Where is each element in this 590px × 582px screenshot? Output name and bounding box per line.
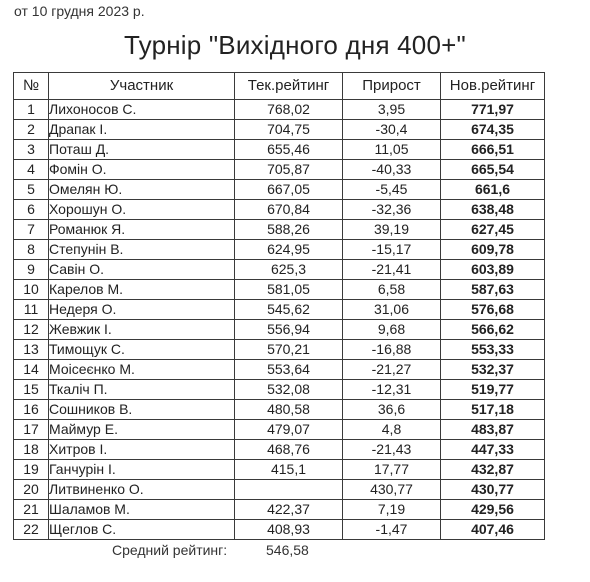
cell-current-rating: 480,58: [235, 400, 343, 420]
cell-num: 9: [14, 260, 49, 280]
cell-new-rating: 587,63: [441, 280, 545, 300]
cell-participant: Сошников В.: [49, 400, 235, 420]
cell-new-rating: 483,87: [441, 420, 545, 440]
cell-participant: Маймур Е.: [49, 420, 235, 440]
cell-participant: Поташ Д.: [49, 140, 235, 160]
table-row: [14, 500, 545, 520]
column-header-new-rating: Нов.рейтинг: [441, 73, 545, 100]
column-header-num: №: [14, 73, 49, 100]
table-row: [14, 360, 545, 380]
cell-participant: Хорошун О.: [49, 200, 235, 220]
cell-participant: Драпак І.: [49, 120, 235, 140]
cell-participant: Литвиненко О.: [49, 480, 235, 500]
cell-new-rating: 661,6: [441, 180, 545, 200]
table-row: [14, 140, 545, 160]
cell-new-rating: 447,33: [441, 440, 545, 460]
cell-new-rating: 429,56: [441, 500, 545, 520]
cell-current-rating: 768,02: [235, 100, 343, 120]
cell-new-rating: 576,68: [441, 300, 545, 320]
cell-gain: 7,19: [343, 500, 441, 520]
column-header-gain: Прирост: [343, 73, 441, 100]
cell-new-rating: 430,77: [441, 480, 545, 500]
cell-num: 7: [14, 220, 49, 240]
cell-gain: 4,8: [343, 420, 441, 440]
cell-num: 21: [14, 500, 49, 520]
cell-num: 19: [14, 460, 49, 480]
cell-gain: -5,45: [343, 180, 441, 200]
table-row: [14, 100, 545, 120]
cell-num: 18: [14, 440, 49, 460]
cell-num: 17: [14, 420, 49, 440]
cell-new-rating: 566,62: [441, 320, 545, 340]
cell-gain: 11,05: [343, 140, 441, 160]
cell-participant: Моісеєнко М.: [49, 360, 235, 380]
cell-gain: -32,36: [343, 200, 441, 220]
cell-new-rating: 432,87: [441, 460, 545, 480]
cell-new-rating: 553,33: [441, 340, 545, 360]
cell-new-rating: 517,18: [441, 400, 545, 420]
cell-gain: -12,31: [343, 380, 441, 400]
cell-new-rating: 674,35: [441, 120, 545, 140]
cell-gain: 3,95: [343, 100, 441, 120]
cell-num: 11: [14, 300, 49, 320]
cell-new-rating: 603,89: [441, 260, 545, 280]
rating-table: [13, 72, 545, 540]
table-row: [14, 460, 545, 480]
cell-new-rating: 771,97: [441, 100, 545, 120]
cell-current-rating: 422,37: [235, 500, 343, 520]
cell-num: 6: [14, 200, 49, 220]
cell-new-rating: 638,48: [441, 200, 545, 220]
cell-participant: Недеря О.: [49, 300, 235, 320]
cell-participant: Щеглов С.: [49, 520, 235, 540]
cell-num: 2: [14, 120, 49, 140]
cell-participant: Савін О.: [49, 260, 235, 280]
cell-participant: Шаламов М.: [49, 500, 235, 520]
average-rating-label: Средний рейтинг:: [112, 542, 228, 558]
cell-current-rating: 705,87: [235, 160, 343, 180]
cell-gain: -1,47: [343, 520, 441, 540]
column-header-participant: Участник: [49, 73, 235, 100]
cell-gain: 430,77: [343, 480, 441, 500]
cell-num: 16: [14, 400, 49, 420]
cell-participant: Степунін В.: [49, 240, 235, 260]
cell-participant: Хитров І.: [49, 440, 235, 460]
cell-participant: Ганчурін І.: [49, 460, 235, 480]
cell-current-rating: 545,62: [235, 300, 343, 320]
cell-participant: Фомін О.: [49, 160, 235, 180]
cell-num: 12: [14, 320, 49, 340]
cell-num: 22: [14, 520, 49, 540]
table-row: [14, 340, 545, 360]
cell-participant: Романюк Я.: [49, 220, 235, 240]
cell-num: 1: [14, 100, 49, 120]
cell-new-rating: 519,77: [441, 380, 545, 400]
cell-gain: -30,4: [343, 120, 441, 140]
cell-participant: Жевжик І.: [49, 320, 235, 340]
cell-gain: -15,17: [343, 240, 441, 260]
cell-current-rating: 468,76: [235, 440, 343, 460]
cell-gain: -21,43: [343, 440, 441, 460]
cell-current-rating: 667,05: [235, 180, 343, 200]
cell-current-rating: [235, 480, 343, 500]
cell-num: 10: [14, 280, 49, 300]
table-row: [14, 220, 545, 240]
table-row: [14, 480, 545, 500]
cell-current-rating: 408,93: [235, 520, 343, 540]
cell-num: 8: [14, 240, 49, 260]
cell-new-rating: 627,45: [441, 220, 545, 240]
table-row: [14, 520, 545, 540]
table-row: [14, 260, 545, 280]
cell-participant: Лихоносов С.: [49, 100, 235, 120]
cell-new-rating: 532,37: [441, 360, 545, 380]
table-row: [14, 240, 545, 260]
cell-new-rating: 407,46: [441, 520, 545, 540]
table-row: [14, 300, 545, 320]
column-header-current-rating: Тек.рейтинг: [235, 73, 343, 100]
table-row: [14, 280, 545, 300]
cell-current-rating: 581,05: [235, 280, 343, 300]
table-row: [14, 440, 545, 460]
cell-gain: -40,33: [343, 160, 441, 180]
cell-gain: 6,58: [343, 280, 441, 300]
cell-current-rating: 570,21: [235, 340, 343, 360]
cell-gain: 39,19: [343, 220, 441, 240]
table-row: [14, 180, 545, 200]
cell-gain: 31,06: [343, 300, 441, 320]
cell-gain: -21,27: [343, 360, 441, 380]
cell-num: 20: [14, 480, 49, 500]
cell-gain: 17,77: [343, 460, 441, 480]
table-row: [14, 420, 545, 440]
cell-num: 13: [14, 340, 49, 360]
table-row: [14, 380, 545, 400]
cell-participant: Ткаліч П.: [49, 380, 235, 400]
cell-current-rating: 532,08: [235, 380, 343, 400]
cell-current-rating: 588,26: [235, 220, 343, 240]
cell-new-rating: 609,78: [441, 240, 545, 260]
table-row: [14, 400, 545, 420]
table-row: [14, 160, 545, 180]
cell-gain: -16,88: [343, 340, 441, 360]
cell-current-rating: 479,07: [235, 420, 343, 440]
cell-current-rating: 625,3: [235, 260, 343, 280]
cell-current-rating: 704,75: [235, 120, 343, 140]
cell-current-rating: 556,94: [235, 320, 343, 340]
cell-gain: 36,6: [343, 400, 441, 420]
cell-num: 4: [14, 160, 49, 180]
cell-gain: -21,41: [343, 260, 441, 280]
cell-gain: 9,68: [343, 320, 441, 340]
page-title: Турнір "Вихідного дня 400+": [124, 30, 466, 60]
cell-num: 15: [14, 380, 49, 400]
cell-current-rating: 553,64: [235, 360, 343, 380]
cell-current-rating: 624,95: [235, 240, 343, 260]
cell-current-rating: 415,1: [235, 460, 343, 480]
cell-new-rating: 666,51: [441, 140, 545, 160]
average-rating-value: 546,58: [266, 542, 309, 558]
cell-new-rating: 665,54: [441, 160, 545, 180]
cell-num: 5: [14, 180, 49, 200]
table-row: [14, 320, 545, 340]
cell-participant: Омелян Ю.: [49, 180, 235, 200]
rating-table-body: [14, 100, 545, 540]
report-date: от 10 грудня 2023 р.: [14, 3, 145, 19]
table-row: [14, 120, 545, 140]
cell-num: 3: [14, 140, 49, 160]
cell-current-rating: 655,46: [235, 140, 343, 160]
cell-num: 14: [14, 360, 49, 380]
table-row: [14, 200, 545, 220]
cell-participant: Тимощук С.: [49, 340, 235, 360]
cell-current-rating: 670,84: [235, 200, 343, 220]
table-header-row: [14, 73, 545, 100]
cell-participant: Карелов М.: [49, 280, 235, 300]
